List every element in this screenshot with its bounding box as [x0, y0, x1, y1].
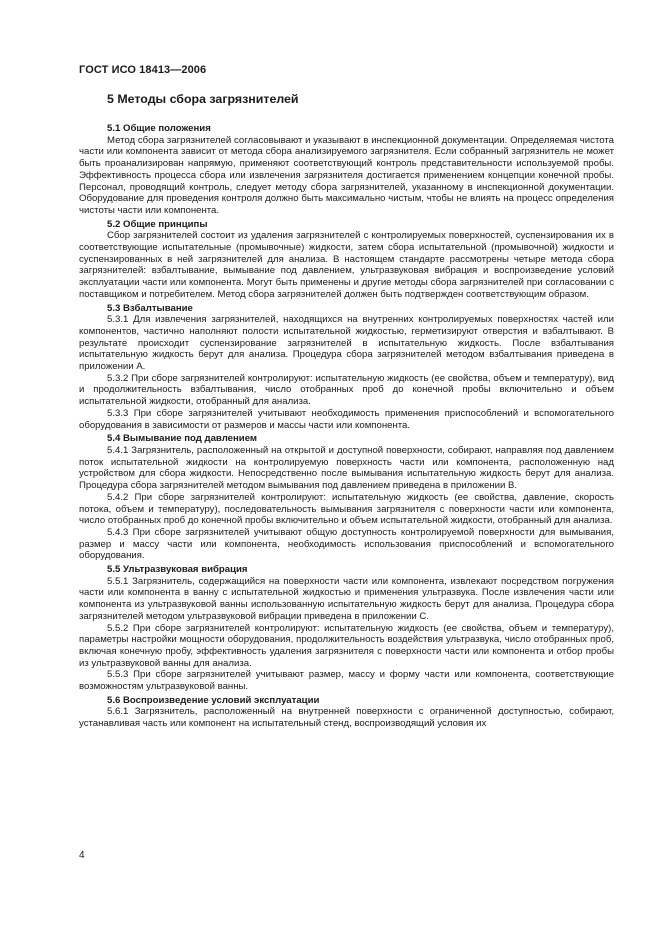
- page-number: 4: [79, 850, 85, 861]
- page-content: [79, 92, 614, 730]
- paragraph: 5.5.3 При сборе загрязнителей учитывают размер, массу и форму части или компонента, соответствующие возможностям ультразвуковой ванны.: [79, 669, 614, 693]
- subsection-heading: 5.1 Общие положения: [107, 123, 211, 134]
- paragraph: 5.4.2 При сборе загрязнителей контролируют: испытательную жидкость (ее свойства, давление, скорость потока, объем и температуру), последовательность вымывания загрязнителя с поверхности части или компонента, число отобранных проб до конечной пробы включительно и объем испытательной жидкости, отобранный для анализа.: [79, 491, 614, 527]
- paragraph: 5.5.1 Загрязнитель, содержащийся на поверхности части или компонента, извлекают посредством погружения части или компонента в ванну с испытательной жидкостью и применения ультразвука. После извлечения части или компонента из ультразвуковой ванны использованную испытательную жидкость берут для анализа. Процедура сбора загрязнителей методом ультразвуковой вибрации приведена в приложении С.: [79, 575, 614, 622]
- paragraph: 5.4.3 При сборе загрязнителей учитывают общую доступность контролируемой поверхности для вымывания, размер и массу части или компонента, необходимость использования приспособлений и вспомогательного оборудования.: [79, 526, 614, 562]
- paragraph: Метод сбора загрязнителей согласовывают и указывают в инспекционной документации. Определяемая чистота части или компонента зависит от метода сбора анализируемого загрязнителя. Если собранный загрязнитель не может быть проанализирован напрямую, применяют соответствующий контроль представительности используемой пробы. Эффективность процесса сбора или извлечения загрязнителя достигается применением концепции конечной пробы. Персонал, проводящий контроль, следует методу сбора загрязнителей, указанному в инспекционной документации. Оборудование для проведения контроля должно быть максимально чистым, чтобы не влиять на процесс определения чистоты части или компонента.: [79, 134, 614, 216]
- subsection-heading: 5.5 Ультразвуковая вибрация: [107, 564, 248, 576]
- subsection-heading: 5.3 Взбалтывание: [107, 302, 193, 314]
- document-code-header: ГОСТ ИСО 18413—2006: [79, 64, 207, 76]
- paragraph: 5.6.1 Загрязнитель, расположенный на внутренней поверхности с ограниченной доступностью, собирают, устанавливая часть или компонент на испытательный стенд, воспроизводящий условия их: [79, 706, 614, 730]
- subsection-heading: 5.4 Вымывание под давлением: [107, 433, 257, 445]
- subsection-heading: 5.2 Общие принципы: [107, 218, 208, 230]
- paragraph: 5.3.1 Для извлечения загрязнителей, находящихся на внутренних контролируемых поверхностях частей или компонентов, частично наполняют полости испытательной жидкостью, герметизируют отверстия и взбалтывают. В результате происходит суспензирование загрязнителей в испытательную жидкость. После взбалтывания испытательную жидкость берут для анализа. Процедура сбора загрязнителей методом взбалтывания приведена в приложении А.: [79, 314, 614, 373]
- paragraph: Сбор загрязнителей состоит из удаления загрязнителей с контролируемых поверхностей, суспензирования их в соответствующие испытательные (промывочные) жидкости, затем сбора испытательной (промывочной) жидкости и суспензированных в ней загрязнителей для анализа. В настоящем стандарте рассмотрены четыре метода сбора загрязнителей: взбалтывание, вымывание под давлением, ультразвуковая вибрация и воспроизведение условий эксплуатации части или компонента. Могут быть применены и другие методы сбора загрязнителей при согласовании с поставщиком и потребителем. Метод сбора загрязнителей должен быть подтвержден соответствующим образом.: [79, 230, 614, 300]
- paragraph: 5.3.2 При сборе загрязнителей контролируют: испытательную жидкость (ее свойства, объем и температуру), вид и продолжительность взбалтывания, число отобранных проб до конечной пробы включительно и объем испытательной жидкости, отобранный для анализа.: [79, 372, 614, 408]
- paragraph: 5.3.3 При сборе загрязнителей учитывают необходимость применения приспособлений и вспомогательного оборудования в зависимости от размеров и массы части или компонента.: [79, 407, 614, 431]
- paragraph: 5.5.2 При сборе загрязнителей контролируют: испытательную жидкость (ее свойства, объем и температуру), параметры настройки мощности оборудования, продолжительность воздействия ультразвука, число отобранных проб, включая конечную пробу, эффективность удаления загрязнителя с поверхности части или компонента и отбор пробы из ультразвуковой ванны для анализа.: [79, 622, 614, 669]
- paragraph: 5.4.1 Загрязнитель, расположенный на открытой и доступной поверхности, собирают, направляя под давлением поток испытательной жидкости на контролируемую поверхность части или компонента, расположенную над устройством для сбора жидкости. Непосредственно после вымывания испытательную жидкость берут для анализа. Процедура сбора загрязнителей методом вымывания под давлением приведена в приложении В.: [79, 444, 614, 492]
- subsection-heading: 5.6 Воспроизведение условий эксплуатации: [107, 694, 320, 706]
- section-title: 5 Методы сбора загрязнителей: [107, 92, 299, 106]
